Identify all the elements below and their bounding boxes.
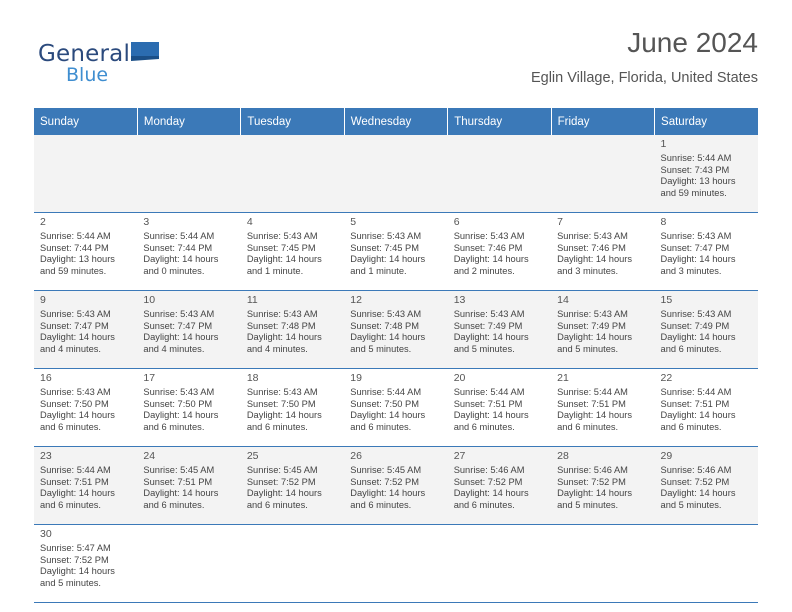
day-info-line: and 1 minute. bbox=[246, 265, 304, 276]
page-title: June 2024 bbox=[627, 27, 758, 58]
day-info-line: Sunset: 7:49 PM bbox=[660, 320, 730, 331]
calendar-body bbox=[34, 135, 758, 603]
day-info-line: Daylight: 14 hours bbox=[453, 254, 529, 265]
day-info-line: Sunrise: 5:43 AM bbox=[143, 387, 215, 397]
day-sun-info bbox=[661, 309, 753, 355]
day-number: 27 bbox=[453, 450, 466, 462]
day-sun-info bbox=[661, 231, 753, 277]
day-info-line: Sunrise: 5:43 AM bbox=[660, 231, 732, 241]
day-info-line: Sunset: 7:47 PM bbox=[143, 320, 213, 331]
day-number: 2 bbox=[40, 216, 46, 228]
calendar-day-cell bbox=[448, 291, 551, 369]
calendar-day-cell bbox=[448, 213, 551, 291]
day-sun-info bbox=[247, 231, 339, 277]
day-sun-info bbox=[350, 309, 442, 355]
calendar-cell-empty bbox=[137, 135, 240, 213]
day-info-line: Sunrise: 5:43 AM bbox=[557, 231, 628, 241]
weekday-header-wednesday: Wednesday bbox=[344, 108, 447, 135]
calendar-cell-empty bbox=[137, 525, 240, 603]
day-info-line: Sunset: 7:50 PM bbox=[350, 398, 419, 409]
day-info-line: Sunset: 7:48 PM bbox=[246, 320, 316, 331]
day-info-line: and 2 minutes. bbox=[453, 265, 515, 276]
calendar-week-row bbox=[34, 525, 758, 603]
calendar-cell-empty bbox=[34, 135, 137, 213]
day-number: 10 bbox=[143, 294, 156, 306]
day-info-line: Daylight: 14 hours bbox=[143, 410, 219, 421]
day-info-line: Daylight: 14 hours bbox=[246, 410, 322, 421]
day-info-line: and 6 minutes. bbox=[40, 499, 101, 510]
day-sun-info bbox=[40, 231, 132, 277]
calendar-day-cell bbox=[344, 369, 447, 447]
day-info-line: Daylight: 14 hours bbox=[40, 488, 115, 499]
calendar-day-cell bbox=[344, 447, 447, 525]
day-info-line: Daylight: 14 hours bbox=[453, 410, 529, 421]
day-number: 19 bbox=[350, 372, 362, 384]
day-info-line: and 4 minutes. bbox=[40, 343, 101, 354]
calendar-week-row bbox=[34, 291, 758, 369]
calendar-day-cell bbox=[551, 291, 654, 369]
day-number: 25 bbox=[246, 450, 259, 462]
calendar-day-cell bbox=[137, 213, 240, 291]
day-info-line: Sunrise: 5:45 AM bbox=[246, 465, 318, 475]
day-info-line: Daylight: 14 hours bbox=[40, 410, 115, 421]
day-info-line: and 6 minutes. bbox=[246, 421, 308, 432]
calendar-cell-empty bbox=[344, 135, 447, 213]
day-number: 24 bbox=[143, 450, 156, 462]
calendar-day-cell bbox=[344, 291, 447, 369]
day-info-line: Sunset: 7:49 PM bbox=[453, 320, 523, 331]
day-sun-info bbox=[661, 465, 753, 511]
day-info-line: Sunrise: 5:43 AM bbox=[40, 309, 111, 319]
calendar-day-cell bbox=[34, 369, 137, 447]
day-info-line: Sunset: 7:46 PM bbox=[453, 242, 523, 253]
day-number: 30 bbox=[40, 528, 52, 540]
title-block bbox=[531, 26, 758, 87]
day-sun-info bbox=[143, 231, 235, 277]
weekday-header-thursday: Thursday bbox=[448, 108, 551, 135]
day-info-line: Daylight: 14 hours bbox=[143, 332, 219, 343]
day-info-line: Sunrise: 5:43 AM bbox=[453, 309, 525, 319]
day-sun-info bbox=[350, 387, 442, 433]
day-info-line: Sunrise: 5:45 AM bbox=[350, 465, 422, 475]
day-info-line: Sunset: 7:51 PM bbox=[557, 398, 626, 409]
day-sun-info bbox=[557, 387, 649, 433]
day-info-line: and 4 minutes. bbox=[246, 343, 308, 354]
day-number: 4 bbox=[246, 216, 253, 228]
day-info-line: and 59 minutes. bbox=[660, 187, 727, 198]
day-info-line: Sunset: 7:43 PM bbox=[660, 164, 730, 175]
day-info-line: and 6 minutes. bbox=[453, 421, 515, 432]
day-info-line: Sunrise: 5:43 AM bbox=[246, 309, 318, 319]
day-info-line: Daylight: 14 hours bbox=[453, 488, 529, 499]
day-info-line: Sunset: 7:51 PM bbox=[143, 476, 213, 487]
calendar-cell-empty bbox=[241, 525, 344, 603]
day-info-line: and 6 minutes. bbox=[143, 499, 205, 510]
day-info-line: Sunrise: 5:43 AM bbox=[660, 309, 732, 319]
day-info-line: and 6 minutes. bbox=[246, 499, 308, 510]
day-sun-info bbox=[143, 465, 235, 511]
day-number: 5 bbox=[350, 216, 357, 228]
day-sun-info bbox=[661, 387, 753, 433]
day-info-line: Daylight: 14 hours bbox=[660, 254, 736, 265]
calendar-day-cell bbox=[655, 213, 758, 291]
day-info-line: Sunset: 7:47 PM bbox=[660, 242, 730, 253]
calendar-day-cell bbox=[137, 369, 240, 447]
day-info-line: Daylight: 14 hours bbox=[143, 254, 219, 265]
day-info-line: and 6 minutes. bbox=[350, 499, 412, 510]
day-info-line: and 6 minutes. bbox=[660, 343, 722, 354]
day-info-line: Daylight: 14 hours bbox=[246, 332, 322, 343]
calendar-day-cell bbox=[655, 135, 758, 213]
calendar-day-cell bbox=[551, 447, 654, 525]
calendar-cell-empty bbox=[551, 135, 654, 213]
day-info-line: and 5 minutes. bbox=[557, 343, 619, 354]
day-info-line: Sunrise: 5:46 AM bbox=[660, 465, 732, 475]
day-number: 17 bbox=[143, 372, 156, 384]
calendar-week-row bbox=[34, 369, 758, 447]
calendar-day-cell bbox=[344, 213, 447, 291]
page-header bbox=[34, 26, 758, 98]
day-sun-info bbox=[454, 309, 546, 355]
day-number: 15 bbox=[660, 294, 673, 306]
calendar-day-cell bbox=[34, 291, 137, 369]
calendar-day-cell bbox=[137, 291, 240, 369]
day-info-line: Sunrise: 5:45 AM bbox=[143, 465, 215, 475]
day-number: 18 bbox=[246, 372, 259, 384]
day-sun-info bbox=[454, 465, 546, 511]
calendar-day-cell bbox=[137, 447, 240, 525]
day-number: 22 bbox=[660, 372, 673, 384]
day-number: 14 bbox=[557, 294, 569, 306]
day-number: 29 bbox=[660, 450, 673, 462]
calendar-week-row bbox=[34, 213, 758, 291]
day-info-line: Daylight: 14 hours bbox=[350, 410, 426, 421]
day-info-line: and 5 minutes. bbox=[557, 499, 619, 510]
day-info-line: Daylight: 13 hours bbox=[40, 254, 115, 265]
day-number: 21 bbox=[557, 372, 569, 384]
sunrise-sunset-calendar bbox=[34, 108, 758, 603]
day-info-line: and 3 minutes. bbox=[557, 265, 619, 276]
day-info-line: Sunset: 7:52 PM bbox=[660, 476, 730, 487]
day-info-line: Sunset: 7:46 PM bbox=[557, 242, 626, 253]
calendar-cell-empty bbox=[241, 135, 344, 213]
day-info-line: Sunset: 7:51 PM bbox=[660, 398, 730, 409]
day-number: 1 bbox=[660, 138, 667, 150]
day-info-line: Sunrise: 5:44 AM bbox=[350, 387, 422, 397]
weekday-header-row bbox=[34, 108, 758, 135]
day-info-line: Sunset: 7:45 PM bbox=[246, 242, 316, 253]
weekday-header-sunday: Sunday bbox=[34, 108, 137, 135]
day-info-line: and 5 minutes. bbox=[350, 343, 412, 354]
day-info-line: Sunrise: 5:43 AM bbox=[557, 309, 628, 319]
day-sun-info bbox=[454, 387, 546, 433]
day-info-line: Sunset: 7:52 PM bbox=[453, 476, 523, 487]
day-info-line: and 4 minutes. bbox=[143, 343, 205, 354]
day-info-line: Sunset: 7:44 PM bbox=[40, 242, 109, 253]
day-info-line: Daylight: 14 hours bbox=[557, 332, 633, 343]
day-info-line: Sunset: 7:52 PM bbox=[350, 476, 419, 487]
day-info-line: and 6 minutes. bbox=[143, 421, 205, 432]
day-info-line: and 0 minutes. bbox=[143, 265, 205, 276]
calendar-day-cell bbox=[655, 447, 758, 525]
day-info-line: Sunrise: 5:44 AM bbox=[453, 387, 525, 397]
day-info-line: and 5 minutes. bbox=[40, 577, 101, 588]
day-sun-info bbox=[143, 387, 235, 433]
day-number: 6 bbox=[453, 216, 460, 228]
day-info-line: Sunrise: 5:44 AM bbox=[557, 387, 628, 397]
day-info-line: Daylight: 14 hours bbox=[350, 332, 426, 343]
day-info-line: and 6 minutes. bbox=[350, 421, 412, 432]
day-info-line: Daylight: 14 hours bbox=[246, 254, 322, 265]
day-number: 28 bbox=[557, 450, 569, 462]
day-info-line: and 6 minutes. bbox=[40, 421, 101, 432]
day-info-line: Daylight: 14 hours bbox=[660, 332, 736, 343]
day-info-line: and 6 minutes. bbox=[660, 421, 722, 432]
flag-icon bbox=[131, 40, 161, 67]
day-info-line: Daylight: 14 hours bbox=[660, 410, 736, 421]
calendar-day-cell bbox=[551, 213, 654, 291]
day-sun-info bbox=[247, 309, 339, 355]
day-sun-info bbox=[143, 309, 235, 355]
day-info-line: Daylight: 14 hours bbox=[557, 254, 633, 265]
day-info-line: Sunrise: 5:47 AM bbox=[40, 543, 111, 553]
calendar-cell-empty bbox=[344, 525, 447, 603]
calendar-day-cell bbox=[241, 447, 344, 525]
day-info-line: Sunset: 7:50 PM bbox=[246, 398, 316, 409]
day-info-line: Sunrise: 5:43 AM bbox=[246, 387, 318, 397]
day-info-line: Sunset: 7:49 PM bbox=[557, 320, 626, 331]
day-info-line: Sunrise: 5:43 AM bbox=[143, 309, 215, 319]
logo-text-blue: Blue bbox=[66, 64, 109, 86]
day-sun-info bbox=[40, 387, 132, 433]
day-info-line: Daylight: 14 hours bbox=[40, 566, 115, 577]
calendar-cell-empty bbox=[655, 525, 758, 603]
day-info-line: Sunset: 7:52 PM bbox=[557, 476, 626, 487]
day-info-line: Sunrise: 5:43 AM bbox=[350, 309, 422, 319]
day-info-line: Daylight: 14 hours bbox=[350, 488, 426, 499]
day-number: 13 bbox=[453, 294, 466, 306]
day-info-line: and 1 minute. bbox=[350, 265, 407, 276]
general-blue-logo bbox=[38, 40, 218, 86]
day-info-line: Sunset: 7:50 PM bbox=[40, 398, 109, 409]
weekday-header-tuesday: Tuesday bbox=[241, 108, 344, 135]
calendar-week-row bbox=[34, 135, 758, 213]
calendar-day-cell bbox=[241, 369, 344, 447]
day-info-line: Sunset: 7:45 PM bbox=[350, 242, 419, 253]
calendar-day-cell bbox=[448, 369, 551, 447]
day-info-line: Daylight: 14 hours bbox=[660, 488, 736, 499]
day-info-line: Daylight: 13 hours bbox=[660, 176, 736, 187]
day-sun-info bbox=[661, 153, 753, 199]
logo-text-general: General bbox=[38, 40, 131, 67]
day-number: 3 bbox=[143, 216, 150, 228]
day-number: 9 bbox=[40, 294, 46, 306]
day-info-line: Sunset: 7:51 PM bbox=[40, 476, 109, 487]
weekday-header-monday: Monday bbox=[137, 108, 240, 135]
day-info-line: Sunset: 7:52 PM bbox=[40, 554, 109, 565]
day-sun-info bbox=[557, 309, 649, 355]
day-info-line: and 6 minutes. bbox=[557, 421, 619, 432]
day-info-line: Sunrise: 5:43 AM bbox=[246, 231, 318, 241]
day-info-line: Daylight: 14 hours bbox=[453, 332, 529, 343]
day-sun-info bbox=[40, 543, 132, 589]
day-info-line: and 3 minutes. bbox=[660, 265, 722, 276]
day-info-line: Daylight: 14 hours bbox=[246, 488, 322, 499]
day-info-line: Sunrise: 5:43 AM bbox=[350, 231, 422, 241]
day-number: 7 bbox=[557, 216, 563, 228]
calendar-cell-empty bbox=[551, 525, 654, 603]
day-sun-info bbox=[40, 465, 132, 511]
day-info-line: Sunrise: 5:44 AM bbox=[143, 231, 215, 241]
day-number: 11 bbox=[246, 294, 258, 306]
day-sun-info bbox=[350, 231, 442, 277]
calendar-cell-empty bbox=[448, 525, 551, 603]
calendar-day-cell bbox=[34, 525, 137, 603]
calendar-week-row bbox=[34, 447, 758, 525]
day-sun-info bbox=[454, 231, 546, 277]
day-number: 23 bbox=[40, 450, 52, 462]
calendar-day-cell bbox=[34, 213, 137, 291]
calendar-day-cell bbox=[34, 447, 137, 525]
day-info-line: and 5 minutes. bbox=[660, 499, 722, 510]
day-number: 8 bbox=[660, 216, 667, 228]
calendar-cell-empty bbox=[448, 135, 551, 213]
day-number: 26 bbox=[350, 450, 362, 462]
day-info-line: Sunrise: 5:43 AM bbox=[40, 387, 111, 397]
location-subtitle: Eglin Village, Florida, United States bbox=[530, 70, 758, 86]
day-sun-info bbox=[247, 387, 339, 433]
day-info-line: Daylight: 14 hours bbox=[143, 488, 219, 499]
day-info-line: Sunrise: 5:43 AM bbox=[453, 231, 525, 241]
day-info-line: Sunrise: 5:44 AM bbox=[660, 387, 732, 397]
calendar-day-cell bbox=[448, 447, 551, 525]
weekday-header-saturday: Saturday bbox=[655, 108, 758, 135]
day-info-line: Sunrise: 5:46 AM bbox=[557, 465, 628, 475]
day-info-line: Sunrise: 5:44 AM bbox=[40, 231, 111, 241]
day-sun-info bbox=[350, 465, 442, 511]
day-info-line: Sunset: 7:50 PM bbox=[143, 398, 213, 409]
day-number: 20 bbox=[453, 372, 466, 384]
weekday-header-friday: Friday bbox=[551, 108, 654, 135]
day-info-line: Daylight: 14 hours bbox=[557, 488, 633, 499]
day-info-line: Sunrise: 5:44 AM bbox=[40, 465, 111, 475]
day-info-line: and 5 minutes. bbox=[453, 343, 515, 354]
calendar-day-cell bbox=[655, 291, 758, 369]
day-info-line: Sunset: 7:47 PM bbox=[40, 320, 109, 331]
day-info-line: Sunset: 7:52 PM bbox=[246, 476, 316, 487]
day-number: 12 bbox=[350, 294, 362, 306]
day-sun-info bbox=[40, 309, 132, 355]
day-info-line: Sunset: 7:51 PM bbox=[453, 398, 523, 409]
day-sun-info bbox=[247, 465, 339, 511]
calendar-day-cell bbox=[241, 213, 344, 291]
day-info-line: Daylight: 14 hours bbox=[40, 332, 115, 343]
day-info-line: Daylight: 14 hours bbox=[350, 254, 426, 265]
day-info-line: Sunrise: 5:44 AM bbox=[660, 153, 732, 163]
calendar-day-cell bbox=[241, 291, 344, 369]
day-info-line: and 59 minutes. bbox=[40, 265, 107, 276]
day-info-line: Daylight: 14 hours bbox=[557, 410, 633, 421]
day-info-line: Sunset: 7:48 PM bbox=[350, 320, 419, 331]
calendar-day-cell bbox=[551, 369, 654, 447]
day-sun-info bbox=[557, 231, 649, 277]
day-info-line: and 6 minutes. bbox=[453, 499, 515, 510]
calendar-day-cell bbox=[655, 369, 758, 447]
day-info-line: Sunset: 7:44 PM bbox=[143, 242, 213, 253]
day-number: 16 bbox=[40, 372, 52, 384]
day-sun-info bbox=[557, 465, 649, 511]
day-info-line: Sunrise: 5:46 AM bbox=[453, 465, 525, 475]
